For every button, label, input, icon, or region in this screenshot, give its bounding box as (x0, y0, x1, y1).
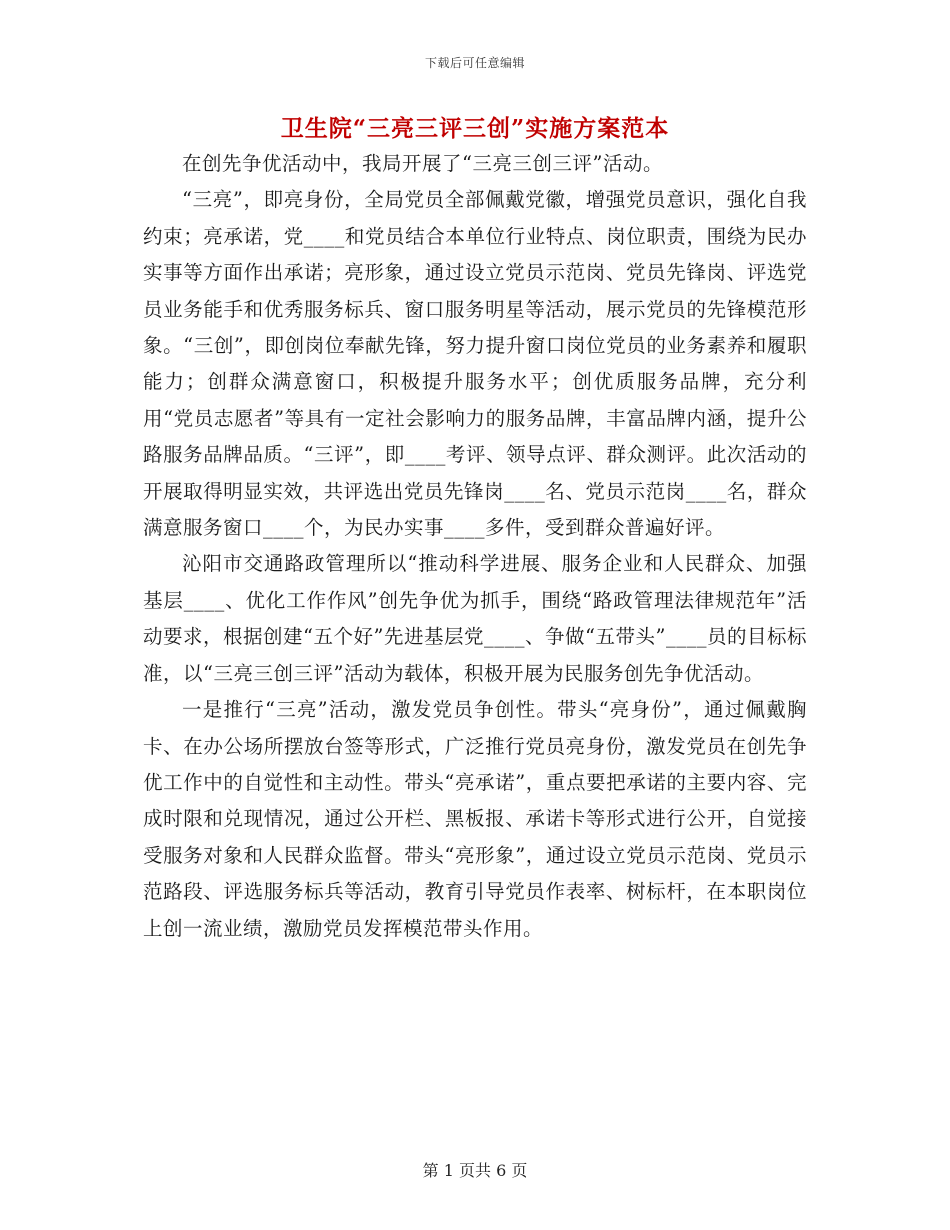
header-note: 下载后可任意编辑 (424, 56, 525, 70)
document-title: 卫生院“三亮三评三创”实施方案范本 (280, 115, 670, 142)
paragraph: 一是推行“三亮”活动，激发党员争创性。带头“亮身份”，通过佩戴胸卡、在办公场所摆放台签等形式，广泛推行党员亮身份，激发党员在创先争优工作中的自觉性和主动性。带头“亮承诺”，重点要把承诺的主要内容、完成时限和兑现情况，通过公开栏、黑板报、承诺卡等形式进行公开，自觉接受服务对象和人民群众监督。带头“亮形象”，通过设立党员示范岗、党员示范路段、评选服务标兵等活动，教育引导党员作表率、树标杆，在本职岗位上创一流业绩，激励党员发挥模范带头作用。 (143, 698, 807, 940)
paragraph: 在创先争优活动中，我局开展了“三亮三创三评”活动。 (182, 152, 663, 175)
page-footer: 第 1 页共 6 页 (422, 1161, 528, 1180)
paragraph: 沁阳市交通路政管理所以“推动科学进展、服务企业和人民群众、加强基层____、优化工作作风”创先争优为抓手，围绕“路政管理法律规范年”活动要求，根据创建“五个好”先进基层党____、争做“五带头”____员的目标标准，以“三亮三创三评”活动为载体，积极开展为民服务创先争优活动。 (143, 552, 807, 685)
paragraph: “三亮”，即亮身份，全局党员全部佩戴党徽，增强党员意识，强化自我约束；亮承诺，党____和党员结合本单位行业特点、岗位职责，围绕为民办实事等方面作出承诺；亮形象，通过设立党员示范岗、党员先锋岗、评选党员业务能手和优秀服务标兵、窗口服务明星等活动，展示党员的先锋模范形象。“三创”，即创岗位奉献先锋，努力提升窗口岗位党员的业务素养和履职能力；创群众满意窗口，积极提升服务水平；创优质服务品牌，充分利用“党员志愿者”等具有一定社会影响力的服务品牌，丰富品牌内涵，提升公路服务品牌品质。“三评”，即____考评、领导点评、群众测评。此次活动的开展取得明显实效，共评选出党员先锋岗____名、党员示范岗____名，群众满意服务窗口____个，为民办实事____多件，受到群众普遍好评。 (143, 188, 807, 540)
document-body (143, 146, 807, 947)
